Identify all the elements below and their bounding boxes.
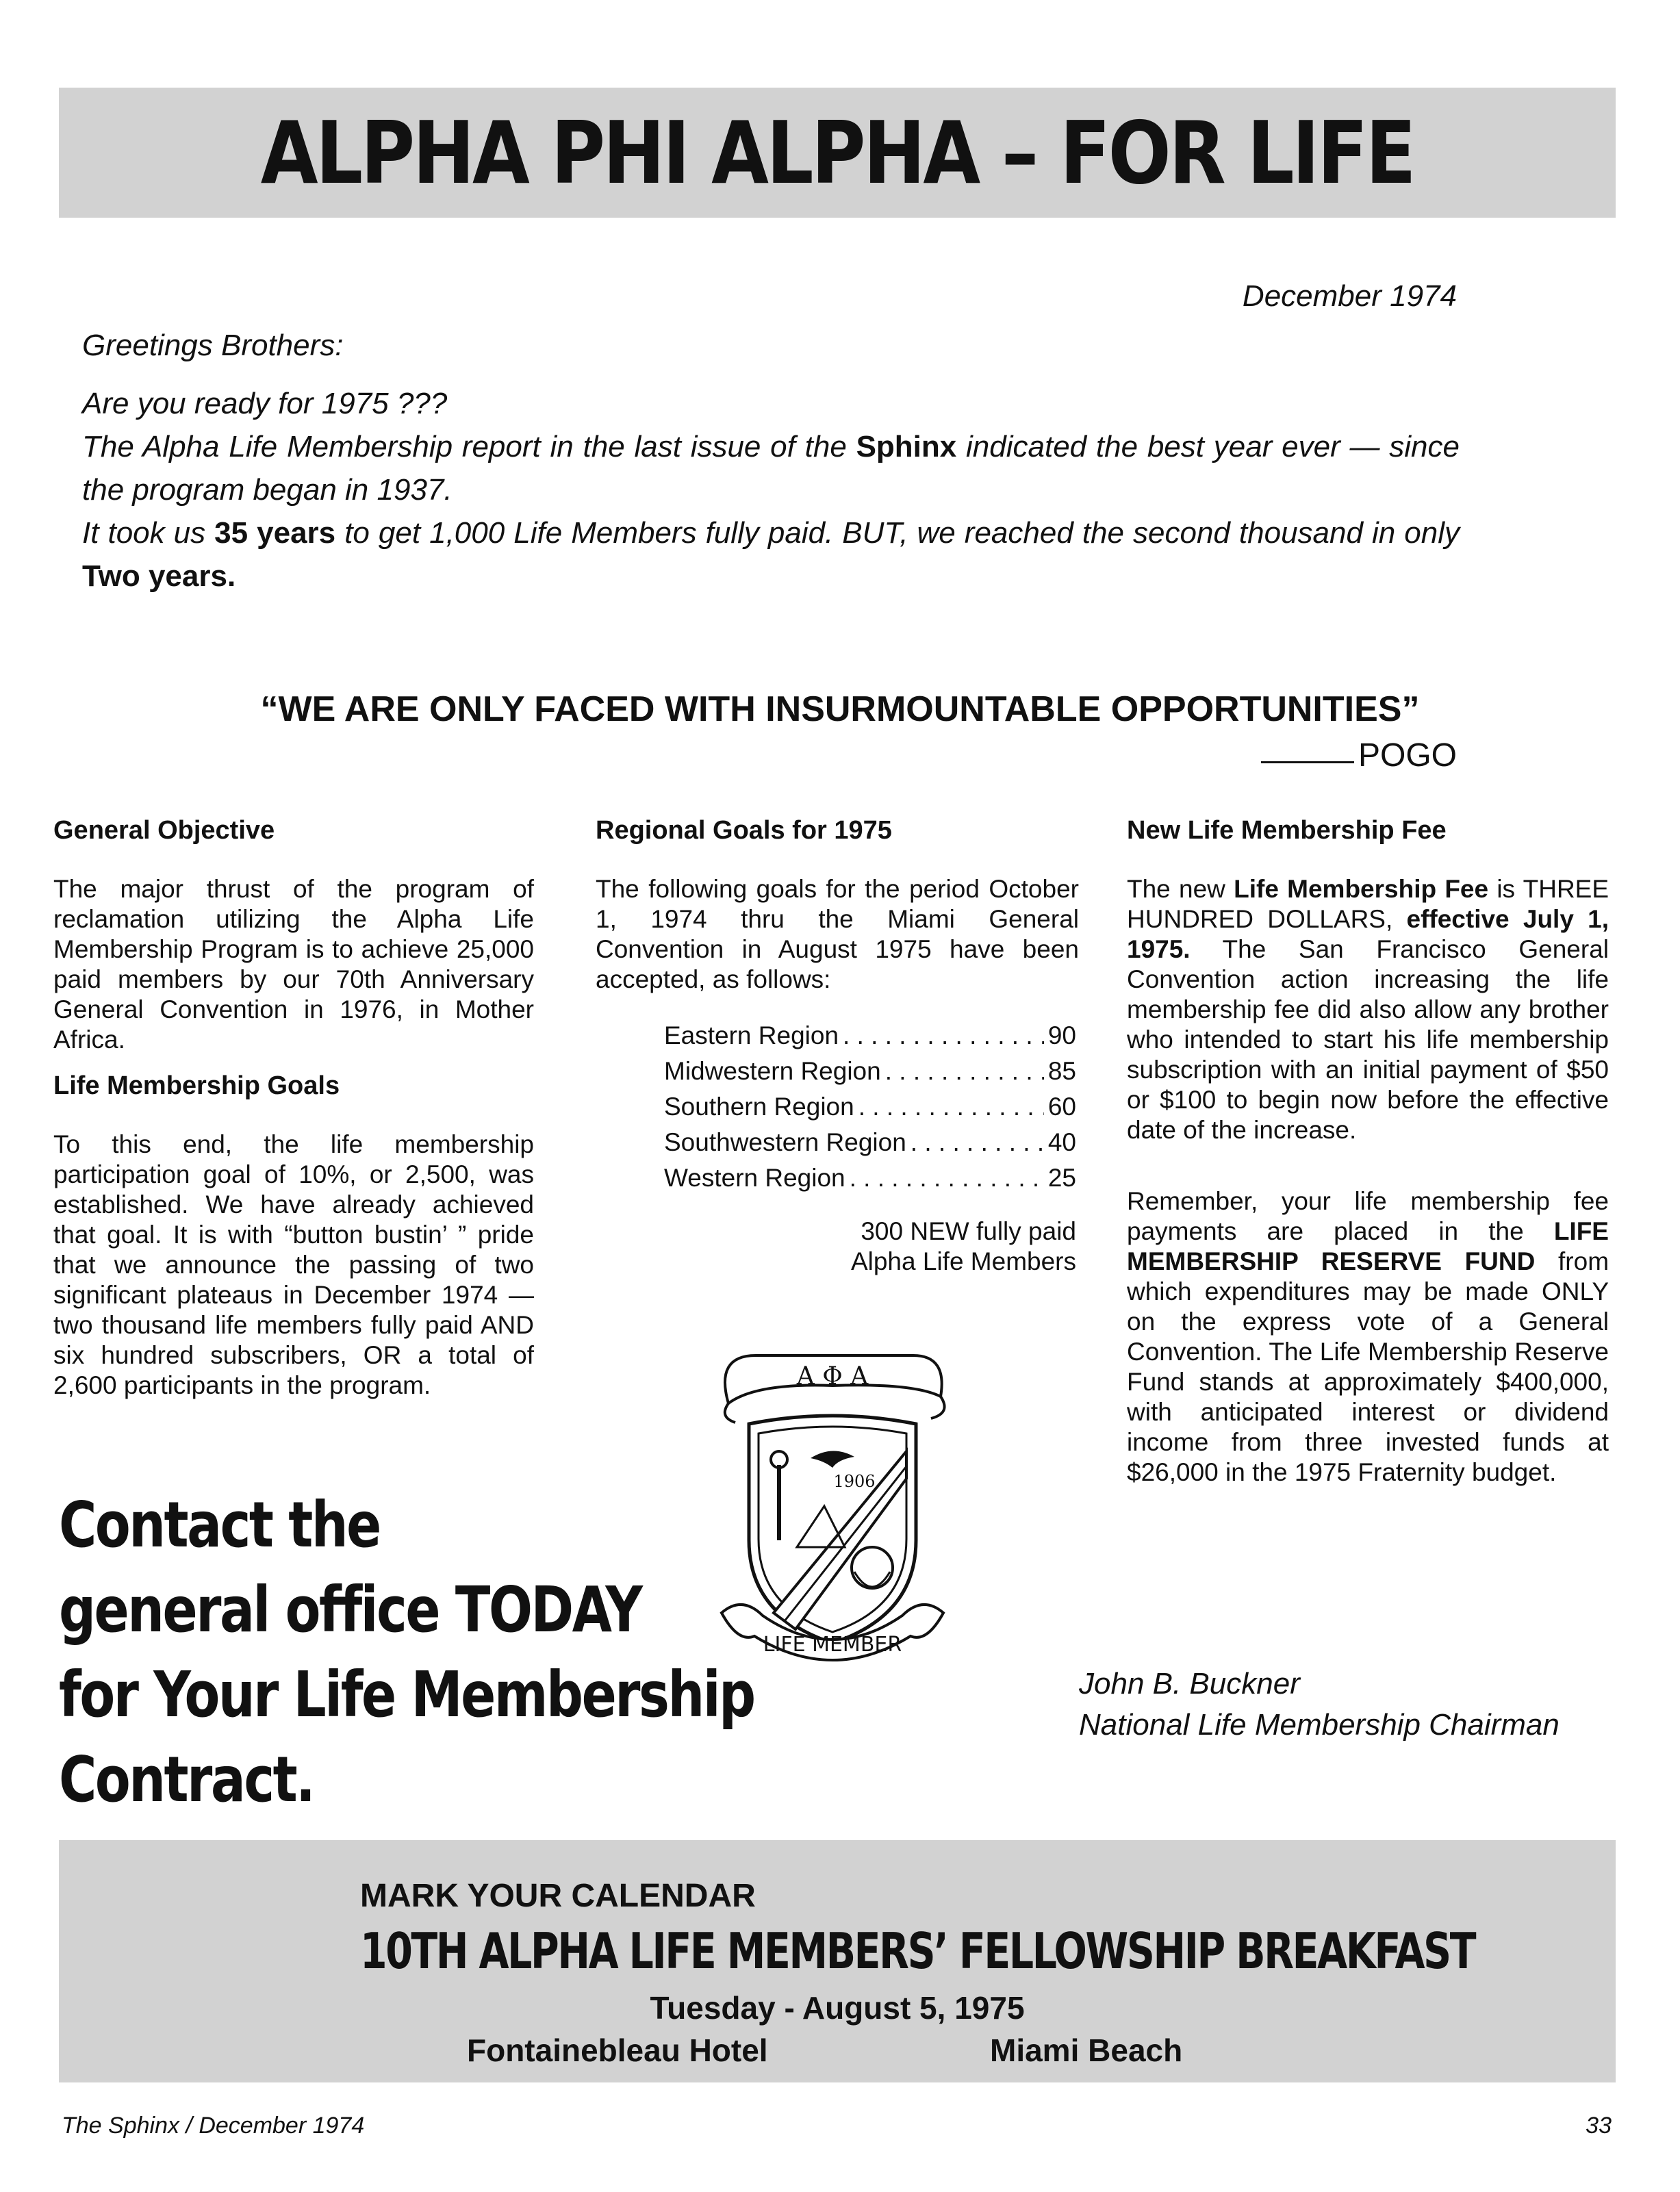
salutation: Greetings Brothers: (82, 329, 344, 362)
life-membership-goals-text: To this end, the life membership participation goal of 10%, or 2,500, was established. We have already achieved that goal. It is with “button bustin’ ” pride that we announce the passing of two significant plateaus in December 1974 — two thousand life members fully paid AND six hundred subscribers, OR a total of 2,600 participants in the program. (53, 1130, 534, 1399)
intro-paragraph-1: Are you ready for 1975 ??? (82, 387, 448, 420)
column-general-objective (53, 816, 534, 1401)
quote-attribution: POGO (1261, 737, 1457, 774)
calendar-label: MARK YOUR CALENDAR (360, 1878, 756, 1914)
goal-row: Southern Region . . . 60 (664, 1089, 1076, 1125)
regional-goals-intro: The following goals for the period October 1, 1974 thru the Miami General Convention in August 1975 have been accepted, as follows: (596, 875, 1079, 993)
signature (1079, 1664, 1560, 1746)
call-to-action: Contact the general office TODAY for Your Life Membership Contract. (59, 1488, 754, 1816)
goal-row: Midwestern Region . . . 85 (664, 1054, 1076, 1089)
page-title: ALPHA PHI ALPHA – FOR LIFE (260, 102, 1414, 203)
calendar-venue: Fontainebleau Hotel (467, 2032, 768, 2068)
life-membership-goals-heading: Life Membership Goals (53, 1071, 340, 1100)
intro-paragraph-2: The Alpha Life Membership report in the last issue of the Sphinx indicated the best year ever — since the program began in 1937. (82, 430, 1460, 507)
life-membership-fee-heading: New Life Membership Fee (1127, 816, 1447, 845)
goal-total: 300 NEW fully paid Alpha Life Members (850, 1217, 1076, 1275)
column-life-membership-fee (1127, 816, 1609, 1488)
goal-row: Western Region . . . 25 (664, 1160, 1076, 1196)
crest-year: 1906 (833, 1472, 876, 1491)
regional-goals-list (664, 1018, 1076, 1277)
header-banner (59, 88, 1616, 218)
goal-row: Eastern Region . . . 90 (664, 1018, 1076, 1054)
letter-date: December 1974 (1242, 279, 1457, 313)
reserve-fund-text: Remember, your life membership fee payments are placed in the LIFE MEMBERSHIP RESERVE FUND from which expenditures may be made ONLY on the express vote of a General Convention. The Life Membership Reserve Fund stands at approximately $400,000, with anticipated interest or dividend income from three invested funds at $26,000 in the 1975 Fraternity budget. (1127, 1187, 1609, 1486)
page-number: 33 (1586, 2113, 1612, 2139)
life-membership-fee-text: The new Life Membership Fee is THREE HUNDRED DOLLARS, effective July 1, 1975. The San Francisco General Convention action increasing the life membership fee did also allow any brother who intended to start his life membership subscription with an initial payment of $50 or $100 to begin now before the effective date of the increase. (1127, 875, 1609, 1144)
intro-text (82, 382, 1460, 598)
general-objective-heading: General Objective (53, 816, 275, 845)
crest-letters: Α Φ Α (796, 1362, 869, 1390)
goal-row: Southwestern Region . . . 40 (664, 1125, 1076, 1160)
crest-motto: LIFE MEMBER (763, 1633, 902, 1657)
calendar-announcement (59, 1840, 1616, 2082)
calendar-city: Miami Beach (990, 2032, 1183, 2068)
intro-paragraph-3: It took us 35 years to get 1,000 Life Members fully paid. BUT, we reached the second thousand in only Two years. (82, 516, 1460, 593)
quote: “WE ARE ONLY FACED WITH INSURMOUNTABLE OPPORTUNITIES” (260, 689, 1420, 729)
signature-title: National Life Membership Chairman (1079, 1708, 1560, 1742)
signature-name: John B. Buckner (1079, 1667, 1300, 1700)
calendar-event: 10TH ALPHA LIFE MEMBERS’ FELLOWSHIP BREAKFAST (360, 1922, 1475, 1980)
crest-emblem (708, 1342, 957, 1670)
calendar-date: Tuesday - August 5, 1975 (650, 1990, 1025, 2026)
column-regional-goals (596, 816, 1079, 1277)
footer-publication: The Sphinx / December 1974 (62, 2113, 365, 2139)
regional-goals-heading: Regional Goals for 1975 (596, 816, 892, 845)
general-objective-text: The major thrust of the program of reclamation utilizing the Alpha Life Membership Program is to achieve 25,000 paid members by our 70th Anniversary General Convention in 1976, in Mother Africa. (53, 875, 534, 1054)
